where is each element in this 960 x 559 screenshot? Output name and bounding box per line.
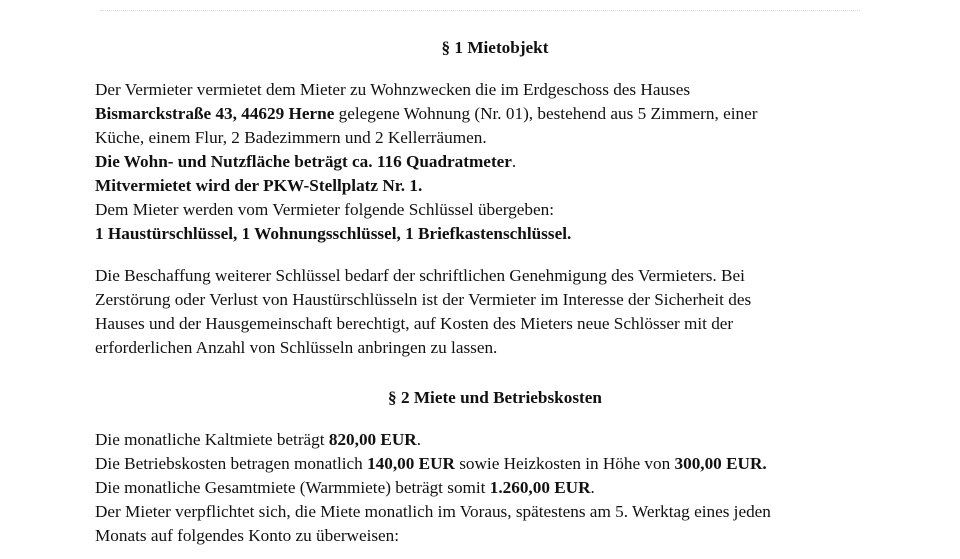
keys-intro-line: Dem Mieter werden vom Vermieter folgende Schlüssel übergeben: [95, 200, 554, 219]
payment-terms-line-1: Der Mieter verpflichtet sich, die Miete monatlich im Voraus, spätestens am 5. Werktag eines jeden [95, 502, 771, 521]
living-area-text: Die Wohn- und Nutzfläche beträgt ca. 116 Quadratmeter [95, 152, 512, 171]
section-1-paragraph-1-line-2 [95, 102, 757, 126]
total-rent-label: Die monatliche Gesamtmiete (Warmmiete) beträgt somit [95, 478, 490, 497]
parking-space-line [95, 174, 422, 198]
cold-rent-period: . [416, 430, 422, 449]
section-1-heading: § 1 Mietobjekt [441, 38, 549, 57]
section-2-heading: § 2 Miete und Betriebskosten [388, 388, 602, 407]
property-description: gelegene Wohnung (Nr. 01), bestehend aus 5 Zimmern, einer [334, 104, 758, 123]
operating-costs-label: Die Betriebskosten betragen monatlich [95, 454, 368, 473]
section-1-paragraph-1-line-1: Der Vermieter vermietet dem Mieter zu Wohnzwecken die im Erdgeschoss des Hauses [95, 80, 691, 99]
section-1-paragraph-2-line-4: erforderlichen Anzahl von Schlüsseln anbringen zu lassen. [95, 338, 498, 357]
operating-costs-line [95, 452, 767, 476]
living-area-period: . [511, 152, 517, 171]
total-rent-period: . [590, 478, 595, 497]
keys-list-line [95, 222, 571, 246]
operating-costs-value: 140,00 EUR [367, 454, 455, 473]
property-address: Bismarckstraße 43, 44629 Herne [95, 104, 335, 123]
cold-rent-label: Die monatliche Kaltmiete beträgt [95, 430, 329, 449]
heating-costs-value: 300,00 EUR. [674, 454, 767, 473]
cold-rent-value: 820,00 EUR [328, 430, 417, 449]
section-1-paragraph-2-line-2: Zerstörung oder Verlust von Haustürschlüsseln ist der Vermieter im Interesse der Sicherheit des [95, 290, 752, 309]
total-rent-value: 1.260,00 EUR [489, 478, 591, 497]
section-1-paragraph-2-line-3: Hauses und der Hausgemeinschaft berechtigt, auf Kosten des Mieters neue Schlösser mit der [95, 314, 734, 333]
heating-costs-label: sowie Heizkosten in Höhe von [454, 454, 675, 473]
keys-list-text: 1 Haustürschlüssel, 1 Wohnungsschlüssel, 1 Briefkastenschlüssel. [95, 224, 572, 243]
total-rent-line [95, 476, 595, 500]
cold-rent-line [95, 428, 421, 452]
parking-space-text: Mitvermietet wird der PKW-Stellplatz Nr. 1. [95, 176, 423, 195]
section-1-paragraph-2-line-1: Die Beschaffung weiterer Schlüssel bedarf der schriftlichen Genehmigung des Vermieters. Bei [95, 266, 745, 285]
payment-terms-line-2: Monats auf folgendes Konto zu überweisen: [95, 526, 400, 545]
page-top-divider [100, 10, 860, 11]
section-1-paragraph-1-line-3: Küche, einem Flur, 2 Badezimmern und 2 Kellerräumen. [95, 128, 487, 147]
living-area-line [95, 150, 516, 174]
